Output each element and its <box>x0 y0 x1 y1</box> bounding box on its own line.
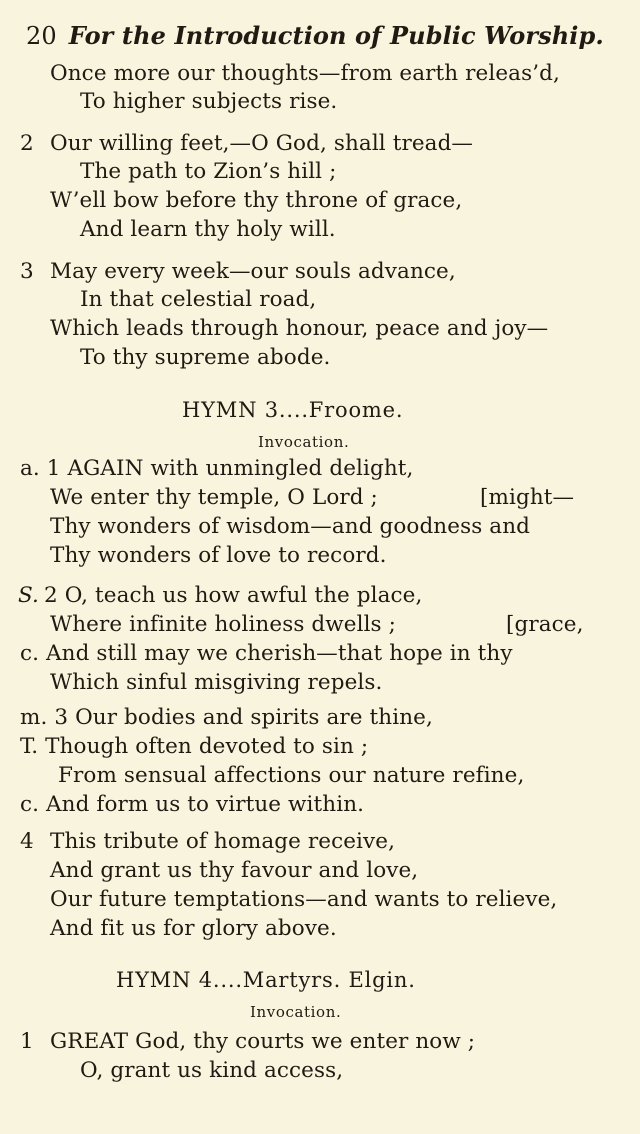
verse-line: In that celestial road, <box>80 287 317 312</box>
verse-line: a. 1 AGAIN with unmingled delight, <box>20 456 414 481</box>
verse-line: O, grant us kind access, <box>80 1058 344 1083</box>
verse-number: 2 <box>20 131 34 156</box>
verse-line: Which sinful misgiving repels. <box>50 670 383 695</box>
hymn-subtitle: Invocation. <box>258 433 350 451</box>
verse-line: Our willing feet,—O God, shall tread— <box>50 131 474 156</box>
verse-line: Once more our thoughts—from earth releas’d, <box>50 61 560 86</box>
verse-line: Thy wonders of love to record. <box>50 543 387 568</box>
running-header <box>26 22 604 50</box>
verse-line: T. Though often devoted to sin ; <box>20 734 369 759</box>
verse-number: 1 <box>20 1029 34 1054</box>
verse-line-overflow: [grace, <box>506 612 584 637</box>
verse-line: W’ell bow before thy throne of grace, <box>50 188 463 213</box>
verse-line: We enter thy temple, O Lord ; <box>50 485 378 510</box>
verse-line: Our future temptations—and wants to relieve, <box>50 887 558 912</box>
page-number: 20 <box>26 22 57 50</box>
verse-line: Where infinite holiness dwells ; <box>50 612 396 637</box>
verse-line: c. And still may we cherish—that hope in thy <box>20 641 513 666</box>
hymn-title: HYMN 3....Froome. <box>182 398 404 422</box>
verse-number: 3 <box>20 259 34 284</box>
verse-line: And learn thy holy will. <box>80 217 336 242</box>
hymn-subtitle: Invocation. <box>250 1003 342 1021</box>
verse-line: 2 O, teach us how awful the place, <box>44 583 423 608</box>
verse-line-overflow: [might— <box>480 485 575 510</box>
verse-line: Thy wonders of wisdom—and goodness and <box>50 514 531 539</box>
verse-number: 4 <box>20 829 34 854</box>
verse-line: The path to Zion’s hill ; <box>80 159 337 184</box>
verse-line: This tribute of homage receive, <box>50 829 396 854</box>
verse-line: May every week—our souls advance, <box>50 259 456 284</box>
hymn-title: HYMN 4....Martyrs. Elgin. <box>116 968 416 992</box>
running-title: For the Introduction of Public Worship. <box>68 21 604 50</box>
dynamic-mark: S. <box>18 583 39 608</box>
verse-line: c. And form us to virtue within. <box>20 792 365 817</box>
verse-line: From sensual affections our nature refine, <box>58 763 525 788</box>
verse-line: To thy supreme abode. <box>80 345 331 370</box>
verse-line: And fit us for glory above. <box>50 916 337 941</box>
verse-line: GREAT God, thy courts we enter now ; <box>50 1029 476 1054</box>
verse-line: m. 3 Our bodies and spirits are thine, <box>20 705 433 730</box>
verse-line: To higher subjects rise. <box>80 89 338 114</box>
verse-line: Which leads through honour, peace and joy— <box>50 316 549 341</box>
verse-line: And grant us thy favour and love, <box>50 858 419 883</box>
